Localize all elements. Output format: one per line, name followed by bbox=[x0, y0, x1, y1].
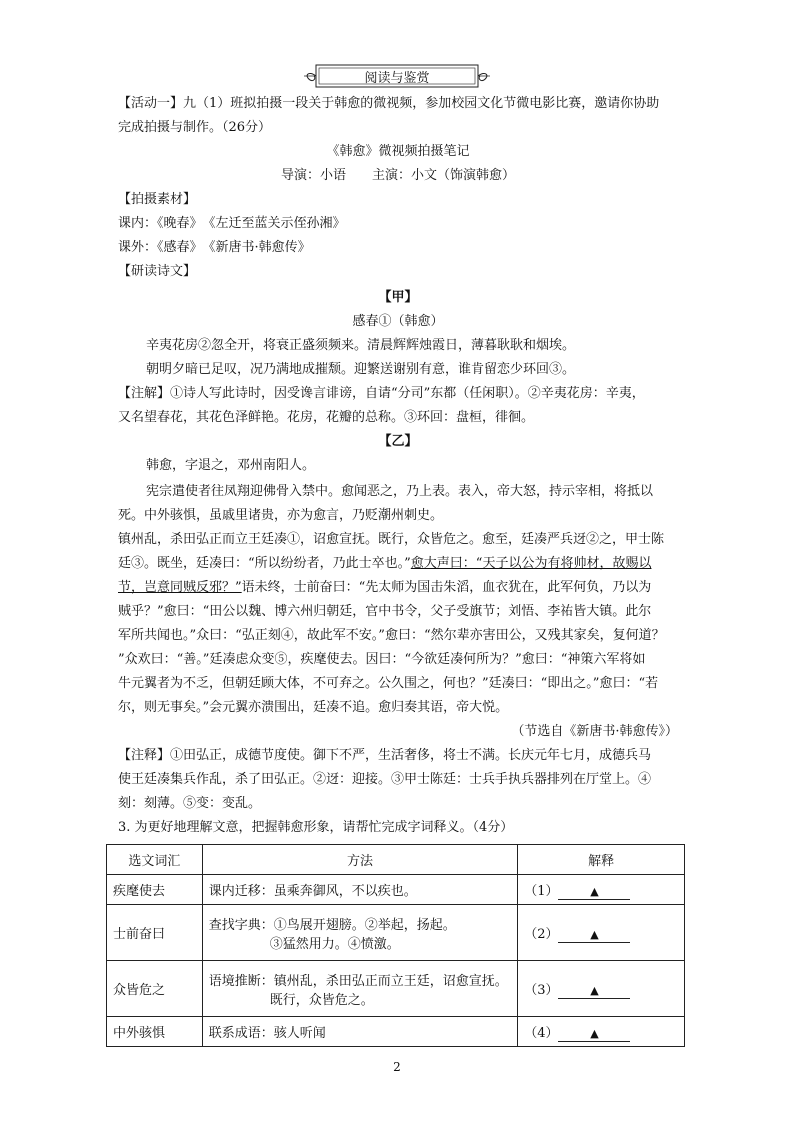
jia-label: 【甲】 bbox=[378, 290, 418, 305]
table-header: 选文词汇 bbox=[107, 845, 203, 875]
activity-intro-line-2: 完成拍摄与制作。（26分） bbox=[118, 120, 272, 135]
extra-materials: 课外：《感春》 《新唐书·韩愈传》 bbox=[118, 240, 311, 255]
answer-number: （3） bbox=[524, 982, 559, 998]
answer-number: （2） bbox=[524, 926, 559, 942]
table-row bbox=[107, 1017, 685, 1047]
yi-text: 语未终，士前奋曰：“先太师为国击朱滔，血衣犹在，此军何负，乃以为 bbox=[241, 580, 652, 595]
materials-heading: 【拍摄素材】 bbox=[118, 192, 197, 207]
vocab-word: 疾麾使去 bbox=[107, 875, 203, 905]
jia-verse-1: 辛夷花房②忽全开，将衰正盛须频来。清晨辉辉烛霞日，薄暮耿耿和烟埃。 bbox=[146, 338, 576, 353]
notes-title: 《韩愈》微视频拍摄笔记 bbox=[326, 144, 470, 159]
yi-para-3-line-7: 牛元翼者为不乏，但朝廷顾大体，不可弃之。公久围之，何也？”廷凑曰：“即出之。”愈曰：“若 bbox=[118, 676, 659, 691]
jia-note-2: 又名望春花，其花色泽鲜艳。花房，花瓣的总称。③环回：盘桓，徘徊。 bbox=[118, 410, 535, 425]
underlined-sentence-part-1: 愈大声曰：“天子以公为有将帅材，故赐以 bbox=[410, 556, 652, 571]
triangle-icon: ▲ bbox=[590, 927, 599, 941]
triangle-icon: ▲ bbox=[590, 1026, 599, 1040]
activity-intro-line-1: 【活动一】九（1）班拟拍摄一段关于韩愈的微视频，参加校园文化节微电影比赛，邀请你协助 bbox=[118, 96, 660, 111]
answer-blank[interactable] bbox=[558, 984, 630, 999]
answer-number: （4） bbox=[524, 1025, 559, 1041]
answer-blank[interactable] bbox=[558, 1027, 630, 1042]
yi-para-3-line-5: 军所共闻也。”众曰：“弘正刻④，故此军不安。”愈曰：“然尔辈亦害田公，又残其家矣，复何道？ bbox=[118, 628, 665, 643]
method-text: 联系成语：骇人听闻 bbox=[208, 1026, 326, 1041]
yi-source: （节选自《新唐书·韩愈传》） bbox=[511, 724, 678, 739]
method-text: 语境推断：镇州乱，杀田弘正而立王廷，诏愈宣抚。 bbox=[208, 973, 508, 989]
vocab-word: 中外骇惧 bbox=[107, 1017, 203, 1047]
table-row bbox=[107, 875, 685, 905]
method-cell bbox=[202, 905, 517, 961]
table-row bbox=[107, 961, 685, 1017]
method-cell bbox=[202, 961, 517, 1017]
answer-blank[interactable] bbox=[558, 928, 630, 943]
table-header: 解释 bbox=[518, 845, 685, 875]
yi-text: 廷③。既坐，廷凑曰：“所以纷纷者，乃此士卒也。” bbox=[118, 556, 411, 571]
table-header: 方法 bbox=[202, 845, 517, 875]
yi-label: 【乙】 bbox=[378, 434, 418, 449]
method-cell bbox=[202, 1017, 517, 1047]
jia-poem-title: 感春①（韩愈） bbox=[352, 314, 444, 329]
study-heading: 【研读诗文】 bbox=[118, 264, 197, 279]
method-text: 查找字典：①鸟展开翅膀。②举起，扬起。 bbox=[208, 917, 456, 933]
vocab-word: 众皆危之 bbox=[107, 961, 203, 1017]
answer-blank[interactable] bbox=[558, 885, 630, 900]
yi-note-3: 刻：刻薄。⑤变：变乱。 bbox=[118, 796, 262, 811]
yi-para-1: 韩愈，字退之，邓州南阳人。 bbox=[146, 458, 316, 473]
jia-verse-2: 朝明夕暗已足叹，况乃满地成摧颓。迎繁送谢别有意，谁肯留恋少环回③。 bbox=[146, 362, 576, 377]
method-text: ③猛然用力。④愤激。 bbox=[269, 936, 400, 952]
vocab-word: 士前奋曰 bbox=[107, 905, 203, 961]
answer-cell[interactable] bbox=[518, 875, 685, 905]
section-banner bbox=[302, 62, 492, 90]
triangle-icon: ▲ bbox=[590, 983, 599, 997]
banner-title: 阅读与鉴赏 bbox=[364, 71, 430, 86]
yi-para-2-line-1: 宪宗遣使者往凤翔迎佛骨入禁中。愈闻恶之，乃上表。表入，帝大怒，持示宰相，将抵以 bbox=[146, 484, 654, 499]
question-stem: 3. 为更好地理解文意，把握韩愈形象，请帮忙完成字词释义。（4分） bbox=[118, 820, 514, 835]
yi-para-3-line-3 bbox=[118, 576, 688, 600]
yi-note-1: 【注释】①田弘正，成德节度使。御下不严，生活奢侈，将士不满。长庆元年七月，成德兵马 bbox=[118, 748, 652, 763]
table-row bbox=[107, 905, 685, 961]
vocab-table bbox=[106, 844, 685, 1047]
in-class-materials: 课内：《晚春》 《左迁至蓝关示侄孙湘》 bbox=[118, 216, 346, 231]
answer-cell[interactable] bbox=[518, 1017, 685, 1047]
yi-para-3-line-8: 尔，则无事矣。”会元翼亦溃围出，廷凑不追。愈归奏其语，帝大悦。 bbox=[118, 700, 509, 715]
yi-para-3-line-6: ”众欢曰：“善。”廷凑虑众变⑤，疾麾使去。因曰：“今欲廷凑何所为？”愈曰：“神策六军将如 bbox=[118, 652, 646, 667]
page-number: 2 bbox=[393, 1060, 401, 1074]
method-text: 既行，众皆危之。 bbox=[269, 992, 374, 1008]
yi-para-3-line-2 bbox=[118, 552, 688, 576]
yi-para-3-line-4: 贼乎？”愈曰：“田公以魏、博六州归朝廷，官中书令，父子受旗节；刘悟、李祐皆大镇。此尔 bbox=[118, 604, 652, 619]
crew-line: 导演：小语 主演：小文（饰演韩愈） bbox=[280, 168, 515, 183]
jia-note-1: 【注解】①诗人写此诗时，因受谗言诽谤，自请“分司”东都（任闲职）。②辛夷花房：辛夷， bbox=[118, 386, 645, 401]
yi-para-2-line-2: 死。中外骇惧，虽戚里诸贵，亦为愈言，乃贬潮州刺史。 bbox=[118, 508, 444, 523]
method-cell bbox=[202, 875, 517, 905]
method-text: 课内迁移：虽乘奔御风，不以疾也。 bbox=[208, 884, 417, 899]
answer-number: （1） bbox=[524, 883, 559, 899]
yi-para-3-line-1: 镇州乱，杀田弘正而立王廷凑①，诏愈宣抚。既行，众皆危之。愈至，廷凑严兵迓②之，甲士陈 bbox=[118, 532, 665, 547]
answer-cell[interactable] bbox=[518, 961, 685, 1017]
yi-note-2: 使王廷凑集兵作乱，杀了田弘正。②迓：迎接。③甲士陈廷：士兵手执兵器排列在厅堂上。④ bbox=[118, 772, 652, 787]
answer-cell[interactable] bbox=[518, 905, 685, 961]
table-header-row bbox=[107, 845, 685, 875]
underlined-sentence-part-2: 节，岂意同贼反邪？” bbox=[118, 580, 242, 595]
triangle-icon: ▲ bbox=[590, 884, 599, 898]
